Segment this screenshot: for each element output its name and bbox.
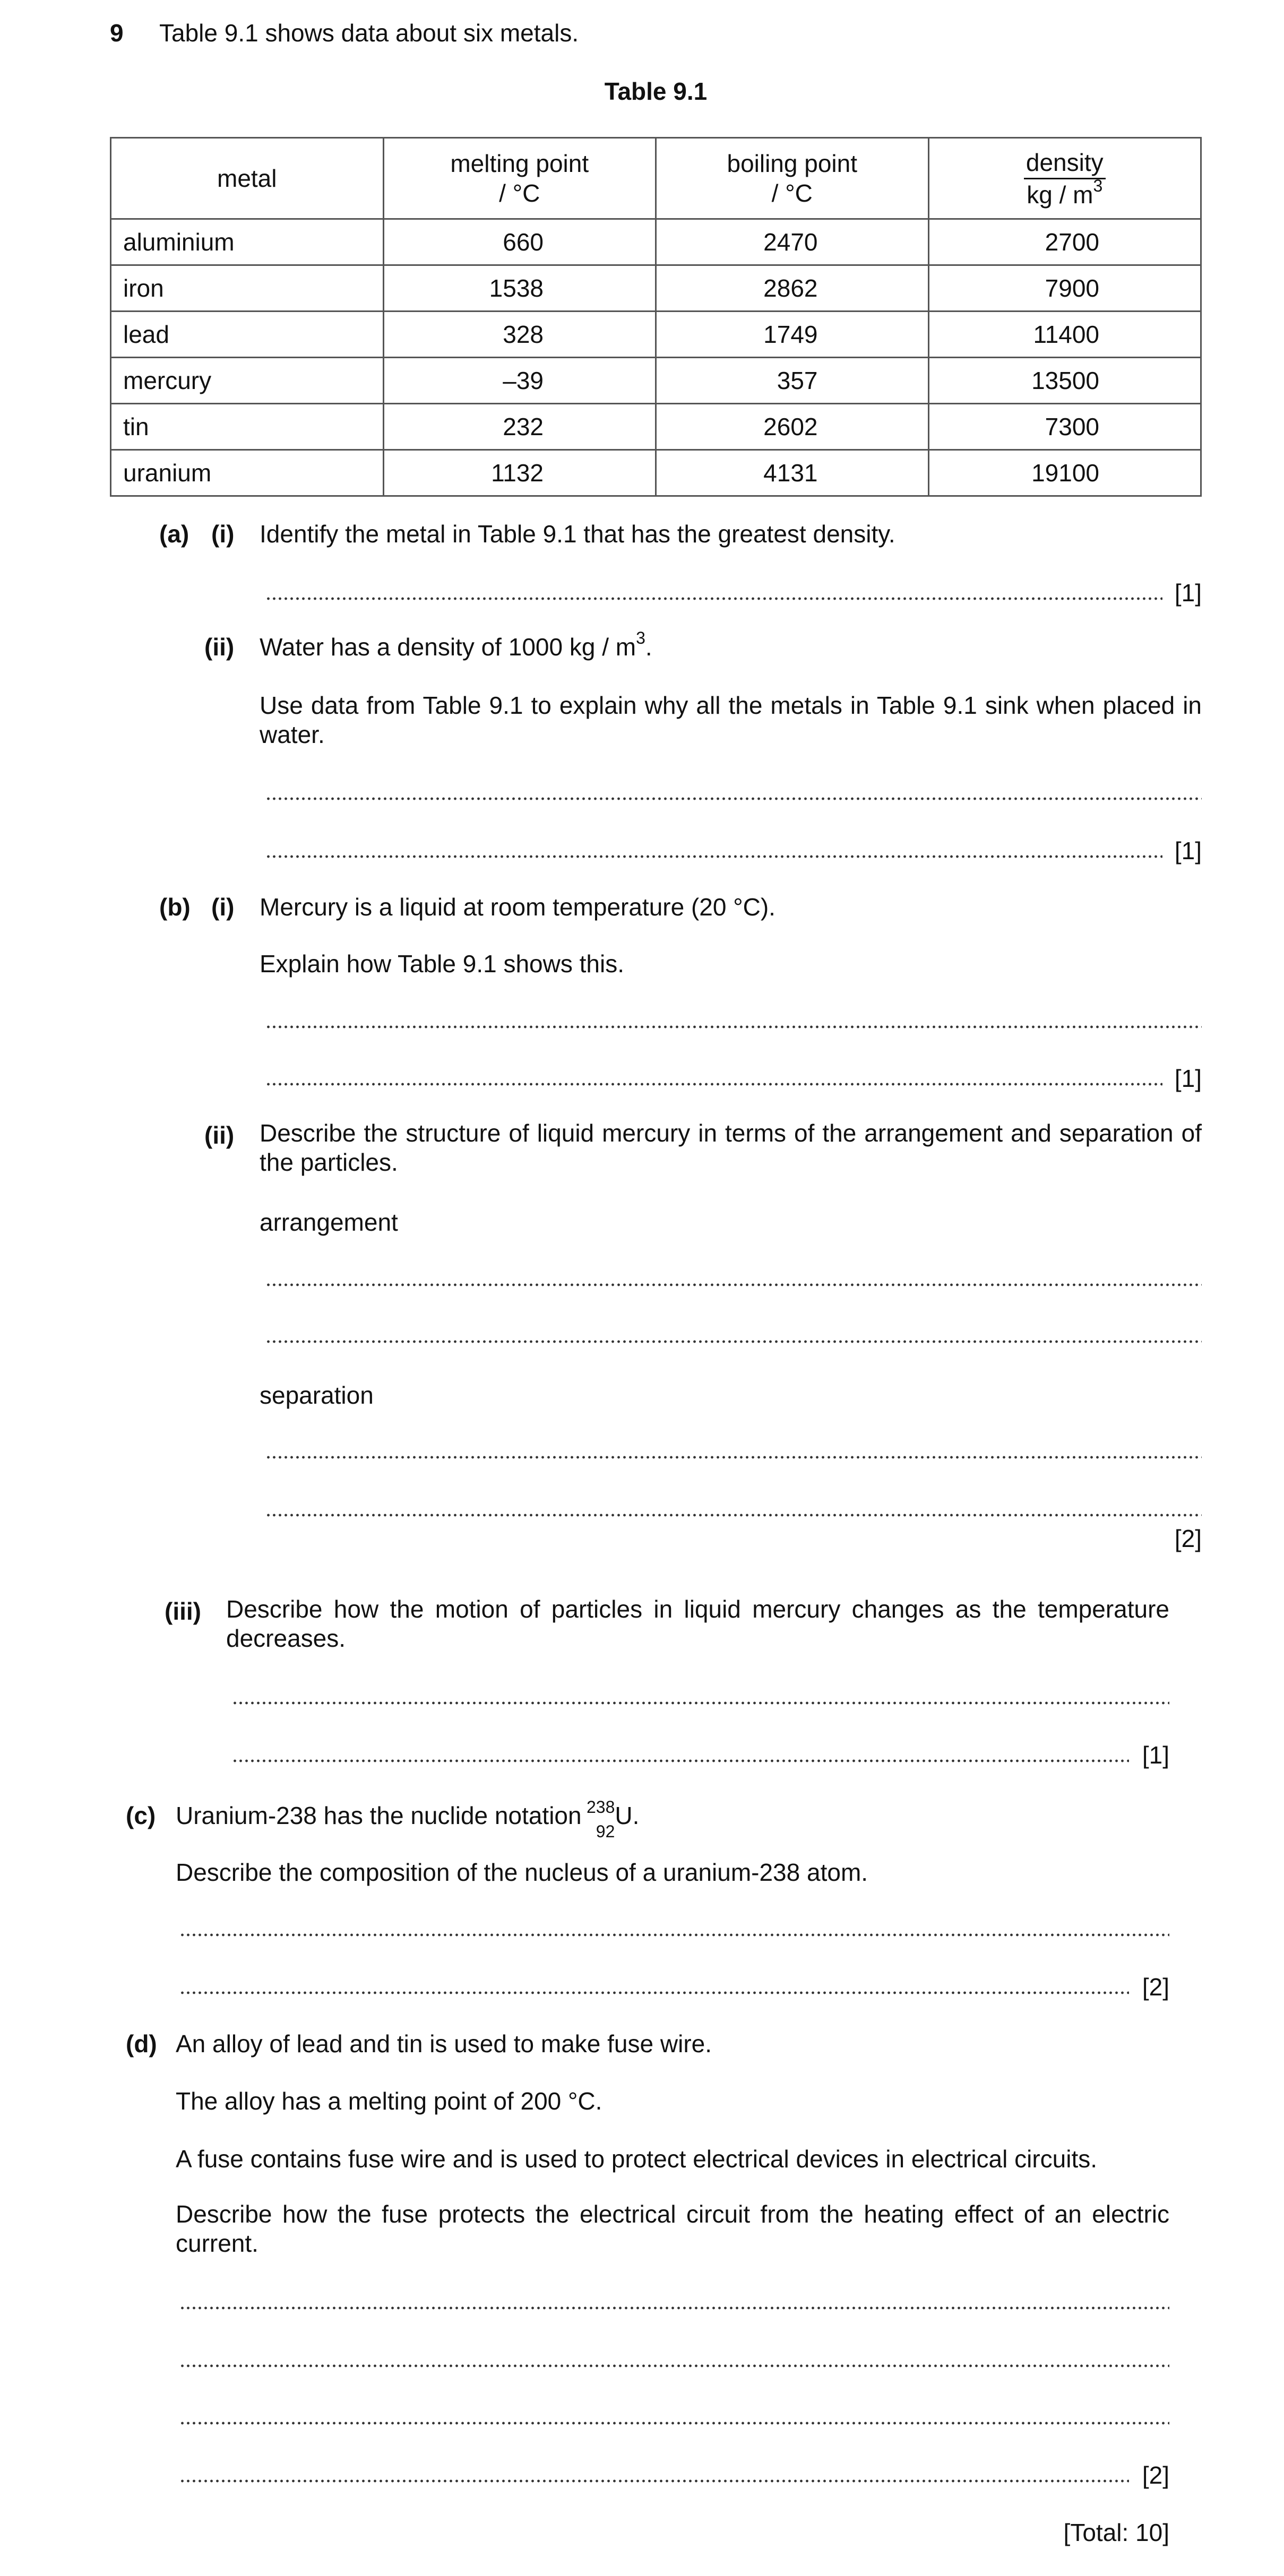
header-boiling-point-unit: / °C	[771, 179, 813, 207]
answer-line[interactable]	[265, 855, 1162, 858]
arrangement-label: arrangement	[260, 1208, 398, 1236]
cell-boiling: 1749	[656, 312, 929, 358]
metals-table	[110, 137, 1202, 497]
part-b-label: (b)	[159, 893, 191, 921]
separation-label: separation	[260, 1381, 374, 1409]
cell-boiling: 2862	[656, 265, 929, 312]
cell-melting: 1132	[383, 450, 656, 496]
part-c-label: (c)	[126, 1802, 156, 1829]
cell-density: 19100	[928, 450, 1201, 496]
density-fraction	[1024, 147, 1106, 210]
part-a-ii-period: .	[645, 633, 652, 661]
mark-d: [2]	[1142, 2461, 1169, 2489]
mark-a-ii: [1]	[1174, 837, 1202, 865]
mark-b-i: [1]	[1174, 1065, 1202, 1092]
cell-boiling: 357	[656, 358, 929, 404]
header-melting-point	[383, 138, 656, 219]
part-c-text-main: Uranium-238 has the nuclide notation	[176, 1802, 589, 1830]
mark-a-i: [1]	[1174, 579, 1202, 607]
question-number: 9	[110, 19, 124, 47]
part-d-instruction: Describe how the fuse protects the electrical circuit from the heating effect of an electric current.	[176, 2200, 1169, 2257]
cell-metal: tin	[111, 404, 384, 450]
part-d-label: (d)	[126, 2030, 157, 2058]
cell-boiling: 4131	[656, 450, 929, 496]
table-caption: Table 9.1	[604, 77, 708, 105]
atomic-number: 92	[596, 1822, 615, 1841]
part-b-iii-label: (iii)	[165, 1597, 201, 1625]
part-d-text-3: A fuse contains fuse wire and is used to protect electrical devices in electrical circuits.	[176, 2145, 1098, 2173]
answer-line[interactable]	[179, 1991, 1129, 1994]
cell-metal: uranium	[111, 450, 384, 496]
answer-line[interactable]	[265, 597, 1162, 600]
header-melting-point-unit: / °C	[499, 179, 540, 207]
cell-melting: 232	[383, 404, 656, 450]
table-header-row	[111, 138, 1201, 219]
mark-c: [2]	[1142, 1973, 1169, 2001]
mass-number: 238	[586, 1797, 615, 1817]
part-b-ii-label: (ii)	[204, 1121, 235, 1149]
part-b-i-label: (i)	[211, 893, 235, 921]
cell-metal: iron	[111, 265, 384, 312]
table-row	[111, 450, 1201, 496]
cell-metal: mercury	[111, 358, 384, 404]
answer-line[interactable]	[179, 2422, 1169, 2425]
part-d-text-1: An alloy of lead and tin is used to make fuse wire.	[176, 2030, 712, 2058]
nuclide-notation	[586, 1797, 615, 1841]
answer-line[interactable]	[265, 1456, 1202, 1459]
part-c-period: .	[632, 1802, 640, 1830]
cell-boiling: 2470	[656, 219, 929, 265]
part-d-text-2: The alloy has a melting point of 200 °C.	[176, 2087, 602, 2115]
answer-line[interactable]	[265, 1025, 1202, 1028]
table-row	[111, 312, 1201, 358]
part-a-ii-text	[260, 628, 652, 661]
table-row	[111, 265, 1201, 312]
answer-line[interactable]	[265, 797, 1202, 800]
cell-density: 7300	[928, 404, 1201, 450]
question-intro: Table 9.1 shows data about six metals.	[159, 19, 579, 47]
part-a-ii-text-main: Water has a density of 1000 kg / m	[260, 633, 636, 661]
header-melting-point-label: melting point	[450, 150, 589, 177]
density-unit-exponent: 3	[1093, 176, 1103, 195]
mark-b-iii: [1]	[1142, 1741, 1169, 1769]
part-b-iii-text: Describe how the motion of particles in liquid mercury changes as the temperature decreases.	[226, 1595, 1169, 1652]
part-a-ii-label: (ii)	[204, 633, 235, 661]
cell-density: 11400	[928, 312, 1201, 358]
part-a-label: (a)	[159, 520, 189, 548]
cell-density: 2700	[928, 219, 1201, 265]
part-b-i-instruction: Explain how Table 9.1 shows this.	[260, 950, 624, 978]
answer-line[interactable]	[265, 1514, 1202, 1517]
answer-line[interactable]	[232, 1701, 1169, 1705]
part-a-ii-exponent: 3	[636, 628, 645, 647]
part-a-i-text: Identify the metal in Table 9.1 that has the greatest density.	[260, 520, 895, 548]
cell-melting: 328	[383, 312, 656, 358]
density-unit	[1024, 176, 1106, 210]
part-c-instruction: Describe the composition of the nucleus of a uranium-238 atom.	[176, 1858, 868, 1886]
header-boiling-point-label: boiling point	[727, 150, 858, 177]
answer-line[interactable]	[265, 1083, 1162, 1086]
answer-line[interactable]	[232, 1759, 1129, 1762]
part-b-ii-text: Describe the structure of liquid mercury in terms of the arrangement and separation of the particles.	[260, 1119, 1202, 1176]
answer-line[interactable]	[179, 1933, 1169, 1937]
table-row	[111, 404, 1201, 450]
density-label: density	[1024, 147, 1106, 179]
table-row	[111, 358, 1201, 404]
answer-line[interactable]	[179, 2306, 1169, 2310]
header-metal: metal	[111, 138, 384, 219]
part-b-i-text: Mercury is a liquid at room temperature (20 °C).	[260, 893, 775, 921]
cell-melting: 1538	[383, 265, 656, 312]
part-c-text	[176, 1797, 640, 1841]
answer-line[interactable]	[265, 1340, 1202, 1343]
cell-melting: 660	[383, 219, 656, 265]
density-unit-base: kg / m	[1027, 180, 1093, 209]
mark-b-ii: [2]	[1174, 1525, 1202, 1552]
header-density	[928, 138, 1201, 219]
answer-line[interactable]	[265, 1283, 1202, 1286]
total-marks: [Total: 10]	[1063, 2519, 1169, 2546]
cell-melting: –39	[383, 358, 656, 404]
header-boiling-point	[656, 138, 929, 219]
table-row	[111, 219, 1201, 265]
answer-line[interactable]	[179, 2479, 1129, 2483]
cell-boiling: 2602	[656, 404, 929, 450]
cell-metal: aluminium	[111, 219, 384, 265]
cell-metal: lead	[111, 312, 384, 358]
part-a-ii-instruction: Use data from Table 9.1 to explain why all the metals in Table 9.1 sink when placed in water.	[260, 691, 1202, 748]
cell-density: 13500	[928, 358, 1201, 404]
answer-line[interactable]	[179, 2364, 1169, 2367]
part-a-i-label: (i)	[211, 520, 235, 548]
cell-density: 7900	[928, 265, 1201, 312]
element-symbol: U	[615, 1802, 633, 1830]
